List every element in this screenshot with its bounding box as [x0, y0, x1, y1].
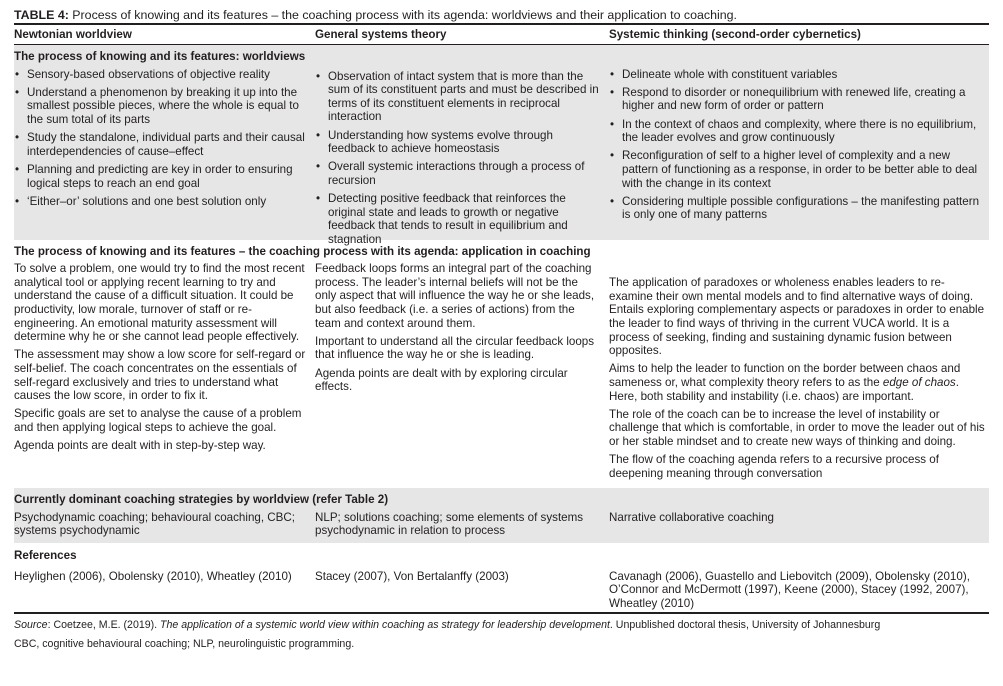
cell-general-systems [315, 68, 609, 246]
paragraph [609, 362, 985, 403]
list-item: • Respond to disorder or nonequilibrium with renewed life, creating a higher and new form of order or pattern [609, 86, 985, 113]
source-author: : Coetzee, M.E. (2019). [47, 619, 161, 632]
list-item: • Understanding how systems evolve through feedback to achieve homeostasis [315, 129, 601, 156]
list-item: • Overall systemic interactions through a process of recursion [315, 160, 601, 187]
caption-text: Process of knowing and its features – the coaching process with its agenda: worldviews and their application to coaching. [68, 8, 737, 22]
cell-systemic-thinking [609, 68, 989, 236]
source-note [14, 619, 989, 632]
abbreviations-note: CBC, cognitive behavioural coaching; NLP, neurolinguistic programming. [14, 638, 355, 651]
list-item: • Considering multiple possible configurations – the manifesting pattern is only one of many patterns [609, 195, 985, 222]
table-row [14, 262, 989, 488]
paragraph: Agenda points are dealt with in step-by-step way. [14, 439, 266, 453]
list-item: • Observation of intact system that is more than the sum of its constituent parts and must be described in terms of its constituent elements in reciprocal interaction [315, 70, 601, 124]
source-title: The application of a systemic world view within coaching as strategy for leadership development [160, 619, 610, 632]
section-worldviews [14, 45, 989, 246]
paragraph: The flow of the coaching agenda refers to a recursive process of deepening meaning through conversation [609, 453, 939, 480]
list-item: • Detecting positive feedback that reinforces the original state and leads to growth or negative feedback that tends to result in equilibrium and stagnation [315, 192, 601, 246]
caption-label: TABLE 4: [14, 8, 69, 22]
table-bottom-rule [14, 612, 989, 614]
cell-newtonian: Psychodynamic coaching; behavioural coaching, CBC; systems psychodynamic [14, 510, 295, 538]
section-title: The process of knowing and its features: worldviews [14, 50, 306, 63]
section-references [14, 543, 989, 612]
cell-general-systems: NLP; solutions coaching; some elements of systems psychodynamic in relation to process [315, 510, 584, 538]
cell-systemic-thinking: Cavanagh (2006), Guastello and Liebovitch (2009), Obolensky (2010), O’Connor and McDermott (1997), Keene (2000), Stacey (1992, 2007), Wheatley (2010) [609, 569, 970, 610]
table-row [14, 67, 989, 246]
cell-systemic-thinking [609, 262, 989, 488]
table-row [14, 511, 989, 543]
paragraph: Agenda points are dealt with by exploring circular effects. [315, 366, 568, 394]
list-item: • Sensory-based observations of objective reality [14, 68, 307, 82]
source-label: Source [14, 619, 48, 632]
emphasis-edge-of-chaos: edge of chaos [882, 375, 956, 389]
column-header-newtonian: Newtonian worldview [14, 27, 132, 41]
paragraph: The role of the coach can be to increase the level of instability or challenge that which is comfortable, in order to move the leader out of his or her stable mindset and to create new ways of thinking and doing. [609, 407, 985, 448]
column-header-row [14, 25, 989, 45]
paragraph: The assessment may show a low score for self-regard or self-belief. The coach concentrates on the essentials of self-regard exclusively and tries to understand what causes the low score, in order to fix it. [14, 348, 306, 403]
paragraph: Important to understand all the circular feedback loops that influence the way he or she is leading. [315, 334, 595, 362]
list-item: • Reconfiguration of self to a higher level of complexity and a new pattern of functioning as a response, in order to be better able to deal with the change in its context [609, 149, 985, 190]
cell-newtonian: Heylighen (2006), Obolensky (2010), Wheatley (2010) [14, 569, 292, 583]
bullet-list [14, 68, 307, 209]
table-row [14, 567, 989, 613]
cell-newtonian [14, 68, 315, 236]
bullet-list [315, 70, 601, 247]
paragraph: The application of paradoxes or wholeness enables leaders to re-examine their own mental models and to find alternative ways of doing. Entails exploring complementary aspects or paradoxes in order to enable the leader to find ways of thriving in the current VUCA world. It is a process of seeking, finding and sustaining dynamic fusion between opposites. [609, 276, 985, 358]
section-strategies [14, 488, 989, 543]
paragraph: Specific goals are set to analyse the cause of a problem and then applying logical steps to achieve the goal. [14, 407, 302, 434]
column-header-general-systems: General systems theory [315, 27, 447, 41]
source-rest: . Unpublished doctoral thesis, University of Johannesburg [609, 619, 881, 632]
list-item: • In the context of chaos and complexity, where there is no equilibrium, the leader evolves and grow continuously [609, 118, 985, 145]
list-item: • Delineate whole with constituent variables [609, 68, 985, 82]
section-title: References [14, 548, 77, 562]
table-caption [14, 8, 989, 25]
list-item: • Planning and predicting are key in order to ensuring logical steps to reach an end goal [14, 163, 307, 190]
section-title: Currently dominant coaching strategies by worldview (refer Table 2) [14, 493, 389, 507]
cell-systemic-thinking: Narrative collaborative coaching [609, 510, 774, 524]
list-item: • ‘Either–or’ solutions and one best solution only [14, 195, 307, 209]
list-item: • Study the standalone, individual parts and their causal interdependencies of cause–effect [14, 131, 307, 158]
list-item: • Understand a phenomenon by breaking it up into the smallest possible pieces, where the whole is equal to the sum total of its parts [14, 86, 307, 127]
paragraph: To solve a problem, one would try to find the most recent analytical tool or applying recent learning to try and understand the cause of a difficult situation. It could be productivity, low morale, turnover of staff or re-engineering. An emotional maturity assessment will determine why he or she cannot lead people effectively. [14, 262, 305, 344]
cell-newtonian [14, 262, 315, 488]
text-run: Aims to help the leader to function on the border between chaos and sameness or, what complexity theory refers to as the [609, 362, 961, 389]
table-container [14, 8, 989, 651]
cell-general-systems: Stacey (2007), Von Bertalanffy (2003) [315, 569, 509, 583]
text-run: . Here, both stability and instability (i.e. chaos) are important. [609, 375, 959, 403]
paragraph: Feedback loops forms an integral part of the coaching process. The leader’s internal beliefs will not be the only aspect that will influence the way he or she leads, but also feedback (i.e. a series of actions) from the team and context around them. [315, 262, 595, 330]
section-application [14, 240, 989, 489]
column-header-systemic-thinking: Systemic thinking (second-order cybernetics) [609, 27, 861, 41]
cell-general-systems [315, 262, 609, 488]
section-title: The process of knowing and its features – the coaching process with its agenda: application in coaching [14, 244, 591, 258]
bullet-list [609, 68, 985, 222]
